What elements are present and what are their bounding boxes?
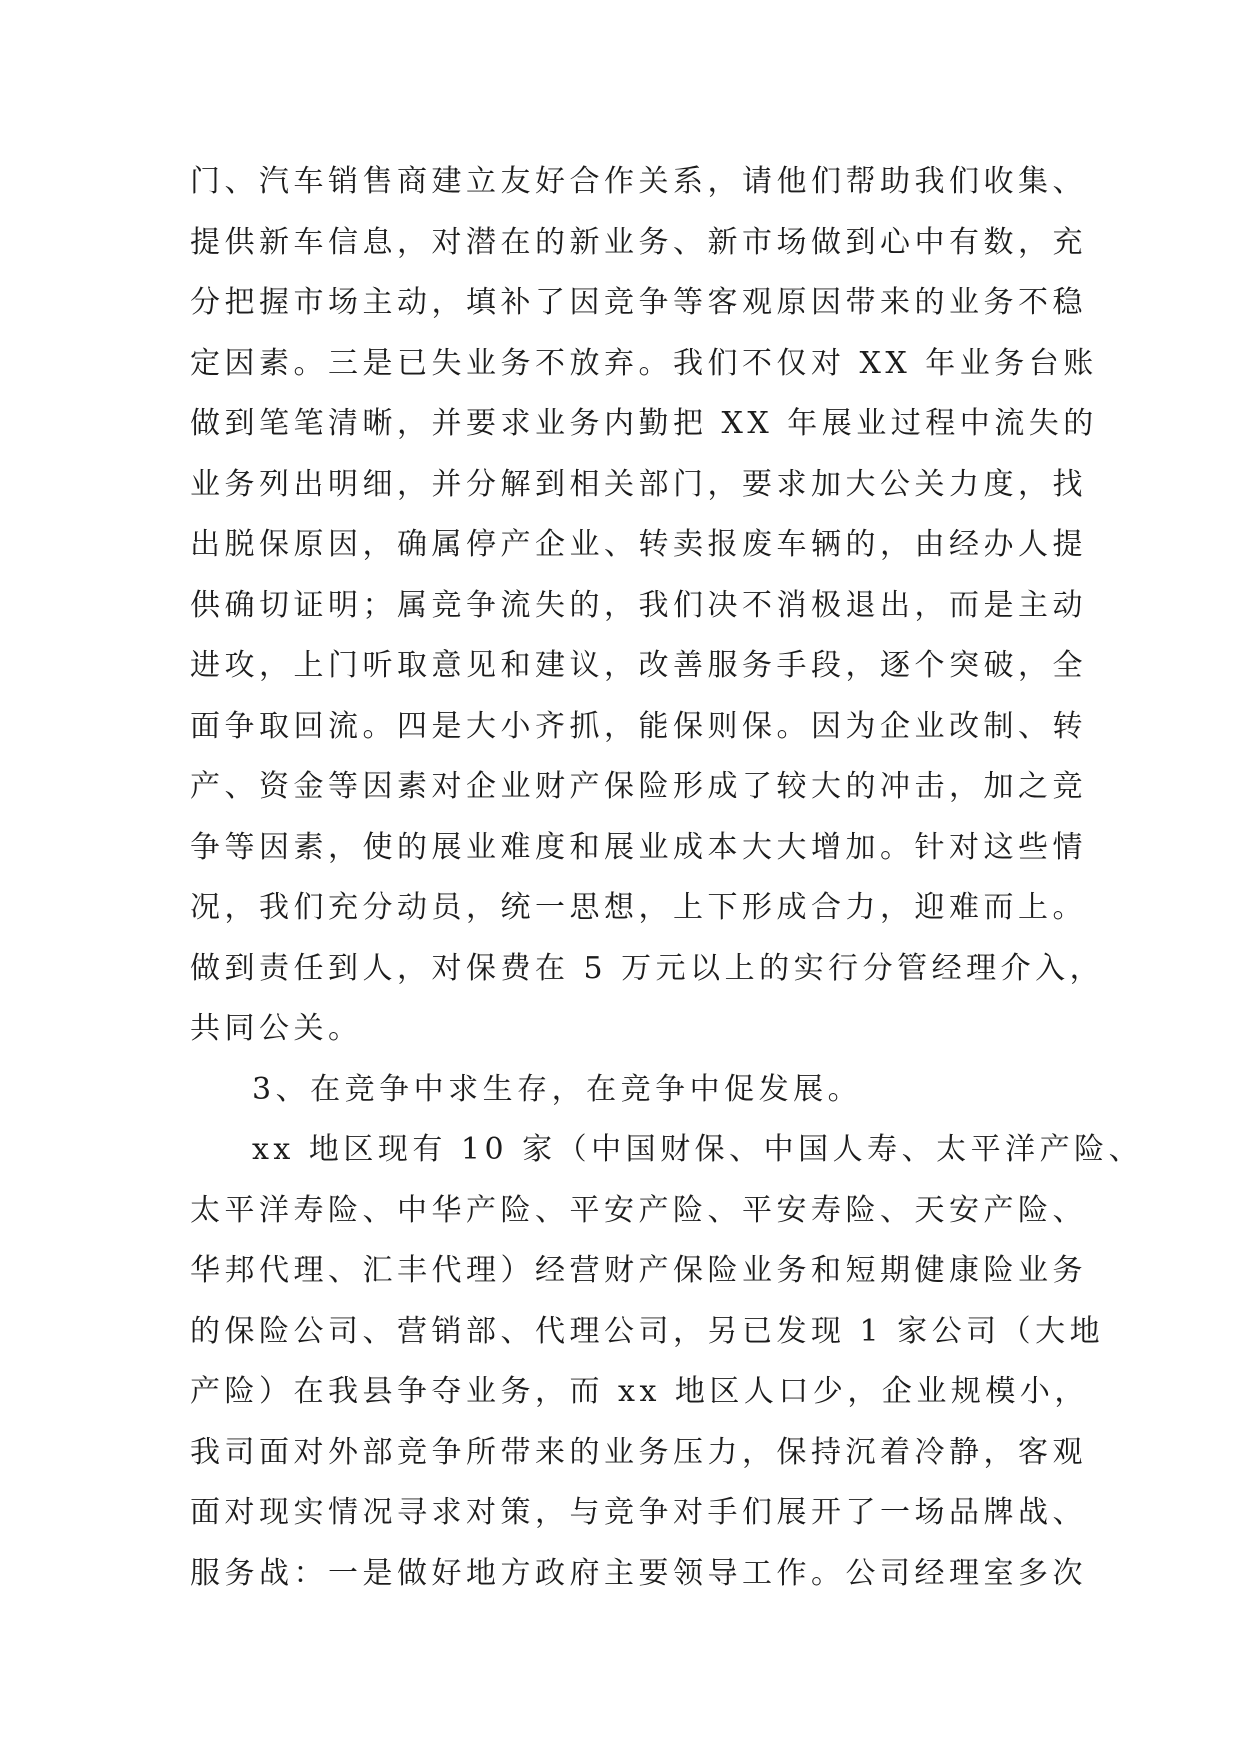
text-line: 门、汽车销售商建立友好合作关系，请他们帮助我们收集、	[190, 164, 1087, 199]
text-line: 我司面对外部竞争所带来的业务压力，保持沉着冷静，客观	[190, 1434, 1087, 1470]
text-line: 做到责任到人，对保费在 5 万元以上的实行分管经理介入，	[190, 950, 1105, 986]
text-line: 分把握市场主动，填补了因竞争等客观原因带来的业务不稳	[190, 285, 1087, 320]
text-line: 提供新车信息，对潜在的新业务、新市场做到心中有数，充	[190, 224, 1087, 260]
text-line: 定因素。三是已失业务不放弃。我们不仅对 XX 年业务台账	[190, 345, 1098, 381]
text-line: 3、在竞争中求生存，在竞争中促发展。	[252, 1071, 863, 1107]
body-text	[190, 152, 1144, 1604]
text-line: 做到笔笔清晰，并要求业务内勤把 XX 年展业过程中流失的	[190, 406, 1098, 441]
text-line: xx 地区现有 10 家（中国财保、中国人寿、太平洋产险、	[252, 1132, 1144, 1167]
text-line: 业务列出明细，并分解到相关部门，要求加大公关力度，找	[190, 466, 1087, 502]
text-line: 况，我们充分动员，统一思想，上下形成合力，迎难而上。	[190, 890, 1087, 925]
text-line: 面对现实情况寻求对策，与竞争对手们展开了一场品牌战、	[190, 1495, 1087, 1530]
text-line: 进攻，上门听取意见和建议，改善服务手段，逐个突破，全	[190, 648, 1087, 683]
text-line: 面争取回流。四是大小齐抓，能保则保。因为企业改制、转	[190, 708, 1087, 744]
text-line: 出脱保原因，确属停产企业、转卖报废车辆的，由经办人提	[190, 527, 1087, 562]
text-line: 产、资金等因素对企业财产保险形成了较大的冲击，加之竞	[190, 769, 1087, 804]
text-line: 服务战：一是做好地方政府主要领导工作。公司经理室多次	[190, 1555, 1087, 1591]
text-line: 共同公关。	[190, 1011, 363, 1046]
text-line: 争等因素，使的展业难度和展业成本大大增加。针对这些情	[190, 829, 1087, 865]
text-line: 产险）在我县争夺业务，而 xx 地区人口少，企业规模小，	[190, 1374, 1089, 1409]
text-line: 华邦代理、汇丰代理）经营财产保险业务和短期健康险业务	[190, 1253, 1087, 1288]
text-line: 的保险公司、营销部、代理公司，另已发现 1 家公司（大地	[190, 1313, 1105, 1349]
text-line: 太平洋寿险、中华产险、平安产险、平安寿险、天安产险、	[190, 1192, 1087, 1228]
text-line: 供确切证明；属竞争流失的，我们决不消极退出，而是主动	[190, 587, 1087, 623]
